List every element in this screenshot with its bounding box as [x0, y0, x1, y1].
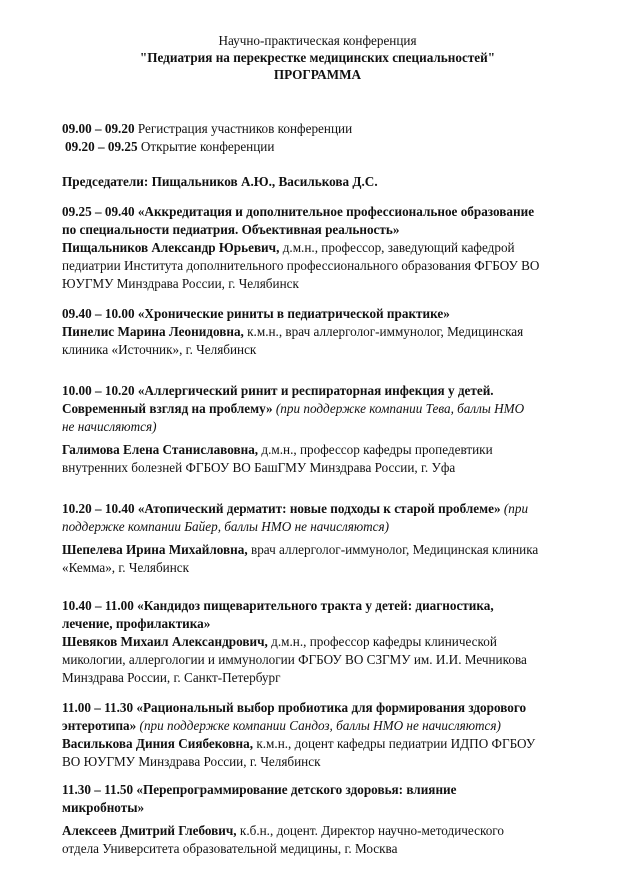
speaker-credentials: к.м.н., доцент кафедры педиатрии ИДПО ФГБОУ — [253, 736, 536, 751]
talk-item — [62, 597, 622, 687]
talk-title: 10.20 – 10.40 «Атопический дерматит: новые подходы к старой проблеме» — [62, 501, 501, 516]
talk-title: энтеротипа» — [62, 718, 137, 733]
talk-title: 10.00 – 10.20 «Аллергический ринит и респираторная инфекция у детей. — [62, 383, 494, 398]
talk-title: по специальности педиатрия. Объективная реальность» — [62, 222, 400, 237]
speaker-credentials: отдела Университета образовательной медицины, г. Москва — [62, 841, 398, 856]
talk-title: 09.25 – 09.40 «Аккредитация и дополнительное профессиональное образование — [62, 204, 535, 219]
speaker-info — [62, 822, 622, 840]
speaker-info — [62, 735, 622, 753]
talk-title: лечение, профилактика» — [62, 616, 211, 631]
talk-item — [62, 781, 622, 858]
speaker-name: Алексеев Дмитрий Глебович, — [62, 823, 237, 838]
sponsor-note: (при поддержке компании Сандоз, баллы НМО не начисляются) — [136, 718, 501, 733]
talk-item — [62, 203, 622, 293]
talk-title-line — [62, 500, 622, 518]
talk-item — [62, 699, 622, 771]
speaker-name: Пинелис Марина Леонидовна, — [62, 324, 244, 339]
speaker-credentials: Минздрава России, г. Санкт-Петербург — [62, 670, 281, 685]
speaker-credentials: д.м.н., профессор, заведующий кафедрой — [279, 240, 515, 255]
sponsor-note: не начисляются) — [62, 419, 157, 434]
time-slot: 09.20 – 09.25 — [65, 139, 138, 154]
schedule-line-registration — [62, 120, 622, 138]
schedule-text: Открытие конференции — [137, 139, 275, 154]
speaker-name: Шевяков Михаил Александрович, — [62, 634, 268, 649]
sponsor-note: поддержке компании Байер, баллы НМО не начисляются) — [62, 519, 390, 534]
speaker-name: Галимова Елена Станиславовна, — [62, 442, 259, 457]
talk-title: 11.00 – 11.30 «Рациональный выбор пробиотика для формирования здорового — [62, 700, 527, 715]
talk-title: Современный взгляд на проблему» — [62, 401, 273, 416]
speaker-credentials: клиника «Источник», г. Челябинск — [62, 342, 257, 357]
speaker-credentials: педиатрии Института дополнительного профессионального образования ФГБОУ ВО — [62, 258, 540, 273]
speaker-credentials: внутренних болезней ФГБОУ ВО БашГМУ Минздрава России, г. Уфа — [62, 460, 456, 475]
speaker-info — [62, 541, 622, 559]
time-slot: 09.00 – 09.20 — [62, 121, 135, 136]
speaker-credentials: д.м.н., профессор кафедры клинической — [267, 634, 497, 649]
speaker-info — [62, 633, 622, 651]
talk-item — [62, 305, 622, 359]
speaker-info — [62, 441, 622, 459]
talk-title: 11.30 – 11.50 «Перепрограммирование детского здоровья: влияние — [62, 782, 457, 797]
speaker-name: Пищальников Александр Юрьевич, — [62, 240, 280, 255]
schedule-line-opening — [62, 138, 622, 156]
speaker-credentials: д.м.н., профессор кафедры пропедевтики — [258, 442, 493, 457]
speaker-credentials: врач аллерголог-иммунолог, Медицинская клиника — [247, 542, 539, 557]
speaker-credentials: к.б.н., доцент. Директор научно-методического — [236, 823, 504, 838]
document-header — [0, 32, 635, 83]
talk-title: микробноты» — [62, 800, 145, 815]
chairs-line — [62, 173, 622, 191]
conference-title: "Педиатрия на перекрестке медицинских специальностей" — [139, 50, 496, 65]
talk-title: 09.40 – 10.00 «Хронические риниты в педиатрической практике» — [62, 306, 450, 321]
talk-item — [62, 500, 622, 577]
sponsor-note: (при — [500, 501, 529, 516]
speaker-credentials: «Кемма», г. Челябинск — [62, 560, 190, 575]
speaker-name: Василькова Диния Сиябековна, — [62, 736, 254, 751]
conference-subtitle: Научно-практическая конференция — [218, 33, 417, 48]
program-heading: ПРОГРАММА — [273, 67, 362, 82]
speaker-credentials: микологии, аллергологии и иммунологии ФГБОУ ВО СЗГМУ им. И.И. Мечникова — [62, 652, 527, 667]
talk-title-line — [62, 400, 622, 418]
speaker-credentials: ЮУГМУ Минздрава России, г. Челябинск — [62, 276, 299, 291]
speaker-name: Шепелева Ирина Михайловна, — [62, 542, 248, 557]
talk-item — [62, 382, 622, 477]
chairs-text: Председатели: Пищальников А.Ю., Василькова Д.С. — [62, 174, 378, 189]
speaker-info — [62, 323, 622, 341]
speaker-info — [62, 239, 622, 257]
schedule-text: Регистрация участников конференции — [134, 121, 353, 136]
speaker-credentials: к.м.н., врач аллерголог-иммунолог, Медицинская — [243, 324, 524, 339]
sponsor-note: (при поддержке компании Тева, баллы НМО — [272, 401, 525, 416]
opening-schedule — [62, 120, 622, 156]
speaker-credentials: ВО ЮУГМУ Минздрава России, г. Челябинск — [62, 754, 321, 769]
talk-title-line — [62, 717, 622, 735]
talk-title: 10.40 – 11.00 «Кандидоз пищеварительного тракта у детей: диагностика, — [62, 598, 494, 613]
